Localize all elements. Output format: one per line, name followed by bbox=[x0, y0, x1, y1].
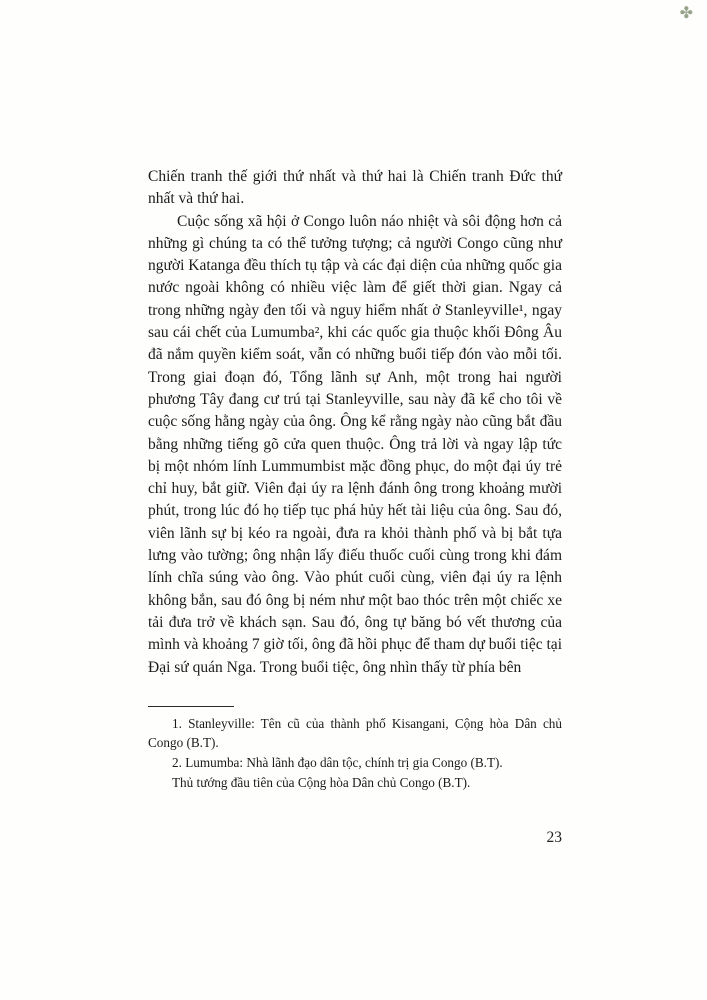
flower-ornament-icon: ✤ bbox=[679, 5, 693, 22]
body-text bbox=[148, 166, 562, 792]
paragraph: Cuộc sống xã hội ở Congo luôn náo nhiệt và sôi động hơn cả những gì chúng ta có thể tưởng tượng; cả người Congo cũng như người Katanga đều thích tụ tập và các đại diện của những quốc gia nước ngoài không có nhiều việc làm để giết thời gian. Ngay cả trong những ngày đen tối và nguy hiểm nhất ở Stanleyville¹, ngay sau cái chết của Lumumba², khi các quốc gia thuộc khối Đông Âu đã nắm quyền kiểm soát, vẫn có những buổi tiếp đón vào mỗi tối. Trong giai đoạn đó, Tổng lãnh sự Anh, một trong hai người phương Tây đang cư trú tại Stanleyville, sau này đã kể cho tôi về cuộc sống hằng ngày của ông. Ông kể rằng ngày nào cũng bắt đầu bằng những tiếng gõ cửa quen thuộc. Ông trả lời và ngay lập tức bị một nhóm lính Lummumbist mặc đồng phục, do một đại úy trẻ chỉ huy, bắt giữ. Viên đại úy ra lệnh đánh ông trong khoảng mười phút, trong lúc đó họ tiếp tục phá hủy hết tài liệu của ông. Sau đó, viên lãnh sự bị kéo ra ngoài, đưa ra khỏi thành phố và bị bắt tựa lưng vào tường; ông nhận lấy điếu thuốc cuối cùng trong khi đám lính chĩa súng vào ông. Vào phút cuối cùng, viên đại úy ra lệnh không bắn, sau đó ông bị ném như một bao thóc trên một chiếc xe tải đưa trở về khách sạn. Sau đó, ông tự băng bó vết thương của mình và khoảng 7 giờ tối, ông đã hồi phục để tham dự buổi tiệc tại Đại sứ quán Nga. Trong buổi tiệc, ông nhìn thấy từ phía bên bbox=[148, 212, 562, 676]
footnotes bbox=[148, 714, 562, 792]
footnote-separator bbox=[148, 706, 234, 707]
page-number: 23 bbox=[546, 829, 562, 846]
footnote: 1. Stanleyville: Tên cũ của thành phố Kisangani, Cộng hòa Dân chủ Congo (B.T). bbox=[148, 715, 562, 751]
footnote-continuation: Thủ tướng đầu tiên của Cộng hòa Dân chủ Congo (B.T). bbox=[172, 774, 471, 790]
paragraph: Chiến tranh thế giới thứ nhất và thứ hai là Chiến tranh Đức thứ nhất và thứ hai. bbox=[148, 168, 562, 208]
footnote: 2. Lumumba: Nhà lãnh đạo dân tộc, chính trị gia Congo (B.T). bbox=[172, 755, 503, 771]
